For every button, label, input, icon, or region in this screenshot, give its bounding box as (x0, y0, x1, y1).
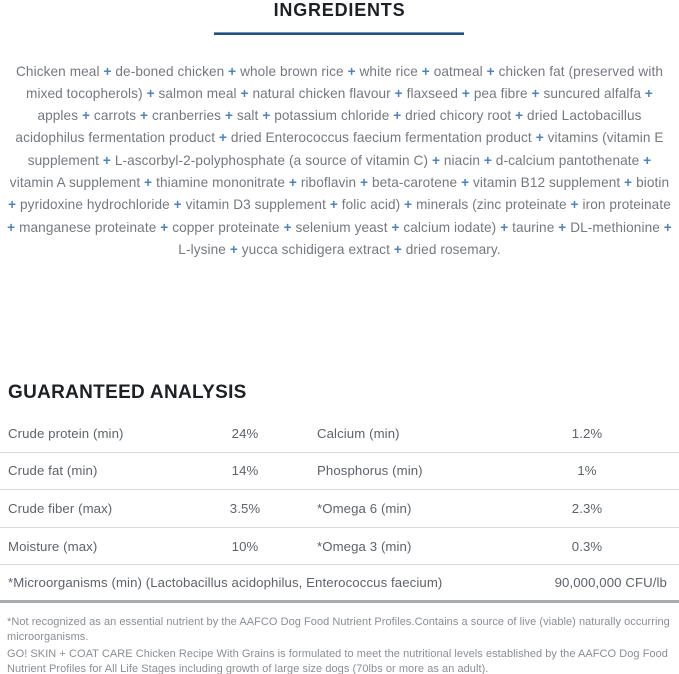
guaranteed-analysis-title: GUARANTEED ANALYSIS (8, 382, 247, 403)
nutrient-value: 3.5% (229, 500, 261, 516)
nutrient-label: *Omega 6 (min) (317, 500, 412, 516)
plus-separator: + (82, 108, 91, 124)
plus-separator: + (643, 152, 652, 168)
plus-separator: + (570, 197, 579, 213)
nutrient-value: 0.3% (571, 538, 603, 554)
plus-separator: + (515, 108, 524, 124)
nutrient-label: Calcium (min) (317, 425, 400, 441)
plus-separator: + (329, 197, 338, 213)
plus-separator: + (240, 85, 249, 101)
plus-separator: + (644, 85, 653, 101)
plus-separator: + (146, 85, 155, 101)
nutrient-value: 1% (577, 463, 597, 479)
nutrient-value: 14% (231, 463, 259, 479)
nutrient-label: Moisture (max) (8, 538, 98, 554)
plus-separator: + (486, 63, 495, 79)
nutrient-value: 1.2% (571, 425, 603, 441)
plus-separator: + (394, 85, 403, 101)
plus-separator: + (347, 63, 356, 79)
plus-separator: + (393, 108, 402, 124)
footnote-formulation: GO! SKIN + COAT CARE Chicken Recipe With Grains is formulated to meet the nutritional levels established by the AAFCO Dog Food Nutrient Profiles for All Life Stages including growth of large size dogs (70lbs or more as an adult). (7, 648, 668, 674)
plus-separator: + (228, 63, 237, 79)
table-row (0, 453, 679, 491)
plus-separator: + (421, 63, 430, 79)
nutrient-value: 10% (231, 538, 259, 554)
plus-separator: + (283, 219, 292, 235)
nutrient-value: 2.3% (571, 500, 603, 516)
plus-separator: + (102, 152, 111, 168)
nutrient-label: Crude protein (min) (8, 425, 124, 441)
plus-separator: + (8, 197, 17, 213)
plus-separator: + (173, 197, 182, 213)
plus-separator: + (360, 175, 369, 191)
plus-separator: + (535, 130, 544, 146)
nutrient-label: Phosphorus (min) (317, 463, 423, 479)
ingredients-title: INGREDIENTS (273, 0, 406, 20)
plus-separator: + (160, 219, 169, 235)
plus-separator: + (7, 219, 16, 235)
analysis-table (0, 415, 679, 603)
table-row (0, 528, 679, 566)
plus-separator: + (224, 108, 233, 124)
plus-separator: + (431, 152, 440, 168)
plus-separator: + (558, 219, 567, 235)
plus-separator: + (461, 175, 470, 191)
nutrient-label: Crude fat (min) (8, 463, 98, 479)
table-row (0, 490, 679, 528)
plus-separator: + (404, 197, 413, 213)
microorganisms-row (0, 565, 679, 603)
plus-separator: + (103, 63, 112, 79)
plus-separator: + (391, 219, 400, 235)
plus-separator: + (500, 219, 509, 235)
plus-separator: + (140, 108, 149, 124)
plus-separator: + (218, 130, 228, 146)
plus-separator: + (624, 175, 633, 191)
plus-separator: + (531, 85, 540, 101)
microorganisms-value: 90,000,000 CFU/lb (554, 575, 667, 591)
table-row (0, 415, 679, 453)
plus-separator: + (483, 152, 492, 168)
ingredients-divider (214, 32, 464, 35)
footnote-aafco-nutrient: *Not recognized as an essential nutrient by the AAFCO Dog Food Nutrient Profiles.Contains a source of live (viable) naturally occurring microorganisms. (7, 616, 670, 643)
plus-separator: + (461, 85, 470, 101)
plus-separator: + (393, 241, 402, 257)
nutrient-label: Crude fiber (max) (8, 500, 113, 516)
nutrient-label: *Omega 3 (min) (317, 538, 412, 554)
nutrient-value: 24% (231, 425, 259, 441)
plus-separator: + (288, 175, 297, 191)
ingredients-text: Chicken meal + de-boned chicken + whole brown rice + white rice + oatmeal + chicken fat (preserved with mixed tocopherols) + salmon meal + natural chicken flavour + flaxseed + pea fibre + suncured alfalfa + apples + carrots + cranberries + salt + potassium chloride + dried chicory root + dried Lactobacillus acidophilus fermentation product + dried Enterococcus faecium fermentation product + vitamins (vitamin E supplement + L-ascorbyl-2-polyphosphate (a source of vitamin C) + niacin + d-calcium pantothenate + vitamin A supplement + thiamine mononitrate + riboflavin + beta-carotene + vitamin B12 supplement + biotin + pyridoxine hydrochloride + vitamin D3 supplement + folic acid) + minerals (zinc proteinate + iron proteinate + manganese proteinate + copper proteinate + selenium yeast + calcium iodate) + taurine + DL-methionine + L-lysine + yucca schidigera extract + dried rosemary. (7, 63, 672, 257)
microorganisms-label: *Microorganisms (min) (Lactobacillus acidophilus, Enterococcus faecium) (8, 575, 443, 591)
plus-separator: + (663, 219, 672, 235)
plus-separator: + (144, 175, 153, 191)
plus-separator: + (262, 108, 271, 124)
plus-separator: + (229, 241, 238, 257)
analysis-rows (0, 415, 679, 565)
